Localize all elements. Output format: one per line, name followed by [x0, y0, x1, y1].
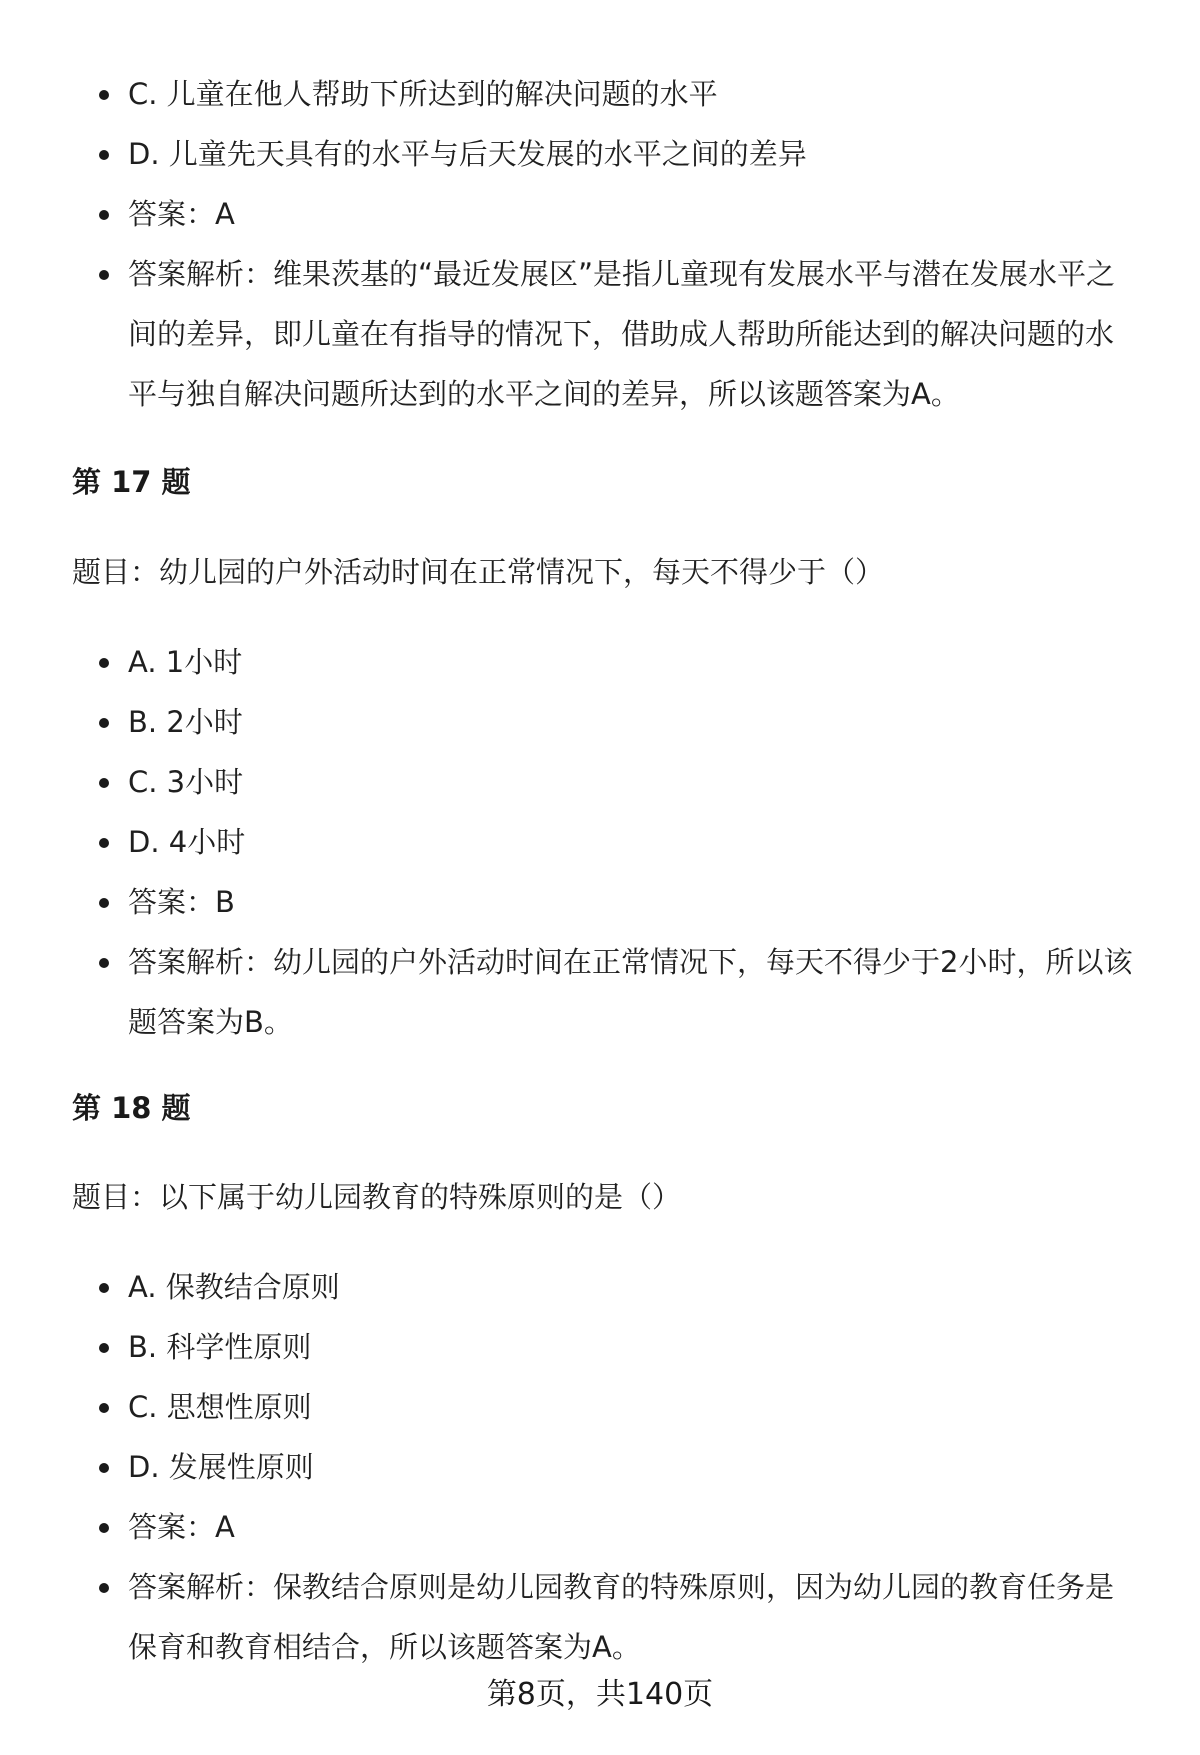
- option-d: D. 发展性原则: [72, 1437, 1140, 1497]
- option-b: B. 科学性原则: [72, 1317, 1140, 1377]
- answer: 答案：A: [72, 184, 1140, 244]
- option-c: C. 儿童在他人帮助下所达到的解决问题的水平: [72, 64, 1140, 124]
- question-18-heading: 第 18 题: [72, 1091, 191, 1125]
- question-18-options: [72, 1257, 1140, 1677]
- option-a: A. 保教结合原则: [72, 1257, 1140, 1317]
- answer-explanation: 答案解析：幼儿园的户外活动时间在正常情况下，每天不得少于2小时，所以该题答案为B。: [72, 932, 1140, 1052]
- option-list: [72, 64, 1140, 424]
- option-c: C. 思想性原则: [72, 1377, 1140, 1437]
- question-17-text: 题目：幼儿园的户外活动时间在正常情况下，每天不得少于（）: [72, 555, 885, 589]
- option-list: [72, 1257, 1140, 1677]
- option-list: [72, 632, 1140, 1052]
- answer-explanation: 答案解析：保教结合原则是幼儿园教育的特殊原则，因为幼儿园的教育任务是保育和教育相结合，所以该题答案为A。: [72, 1557, 1140, 1677]
- question-17-heading: 第 17 题: [72, 465, 191, 499]
- page-number: 第8页，共140页: [486, 1677, 714, 1712]
- option-d: D. 4小时: [72, 812, 1140, 872]
- option-d: D. 儿童先天具有的水平与后天发展的水平之间的差异: [72, 124, 1140, 184]
- question-18-text: 题目：以下属于幼儿园教育的特殊原则的是（）: [72, 1180, 682, 1214]
- question-17-options: [72, 632, 1140, 1052]
- answer: 答案：B: [72, 872, 1140, 932]
- option-a: A. 1小时: [72, 632, 1140, 692]
- previous-question-continuation: [72, 64, 1140, 424]
- answer: 答案：A: [72, 1497, 1140, 1557]
- option-b: B. 2小时: [72, 692, 1140, 752]
- option-c: C. 3小时: [72, 752, 1140, 812]
- answer-explanation: 答案解析：维果茨基的“最近发展区”是指儿童现有发展水平与潜在发展水平之间的差异，即儿童在有指导的情况下，借助成人帮助所能达到的解决问题的水平与独自解决问题所达到的水平之间的差异，所以该题答案为A。: [72, 244, 1140, 424]
